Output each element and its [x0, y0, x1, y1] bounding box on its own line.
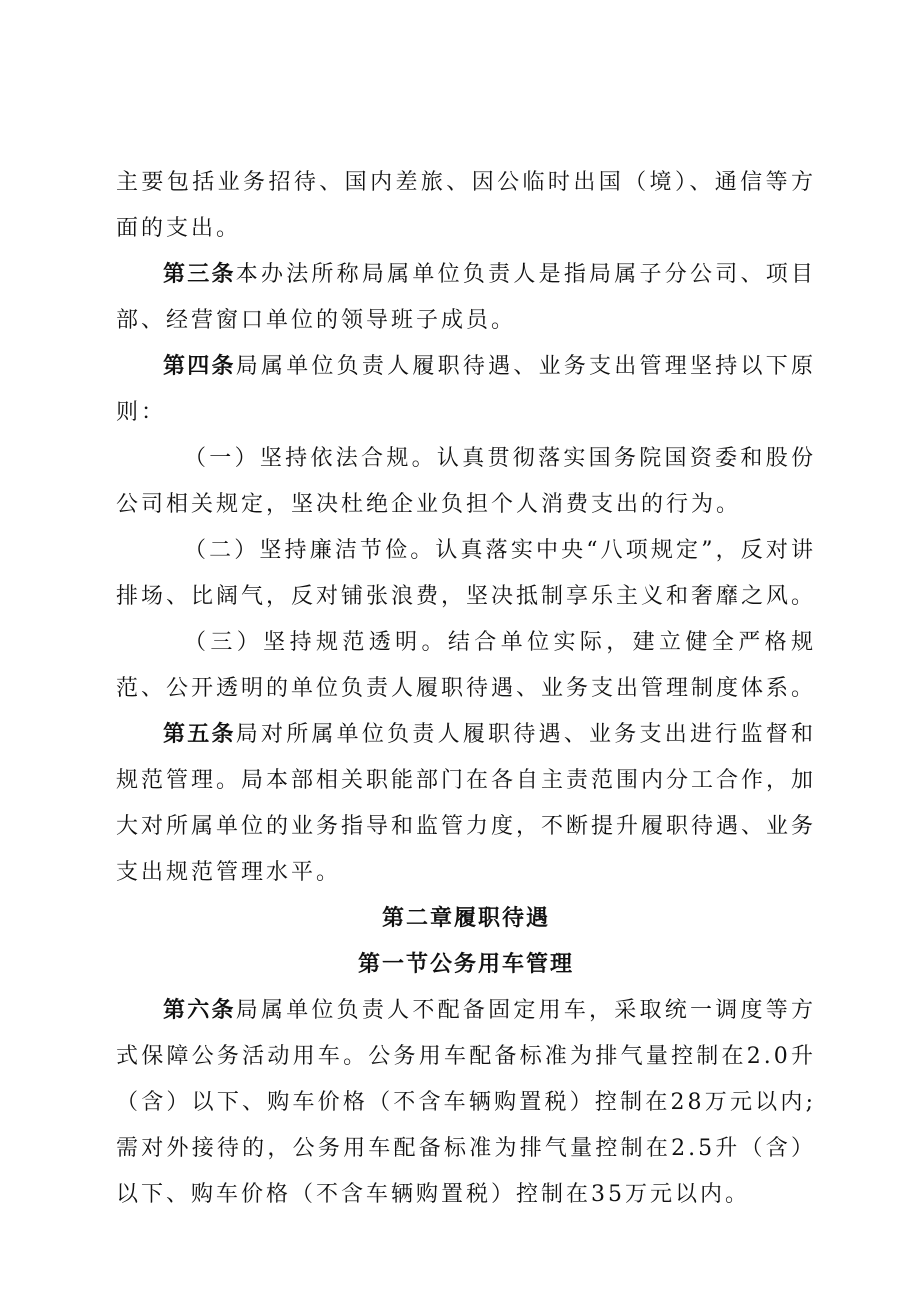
chapter-heading: 第二章履职待遇	[381, 906, 550, 931]
article-3-text: 本办法所称局属单位负责人是指局属子分公司、项目部、经营窗口单位的领导班子成员。	[116, 262, 816, 333]
principle-1: （一）坚持依法合规。认真贯彻落实国务院国资委和股份公司相关规定，坚决杜绝企业负担个人消费支出的行为。	[116, 446, 816, 517]
document-body	[116, 160, 816, 1218]
article-3	[116, 252, 816, 344]
article-3-label: 第三条	[163, 262, 236, 287]
principle-2: （二）坚持廉洁节俭。认真落实中央“八项规定”，反对讲排场、比阔气，反对铺张浪费，坚决抵制享乐主义和奢靡之风。	[116, 538, 817, 609]
principle-3: （三）坚持规范透明。结合单位实际，建立健全严格规范、公开透明的单位负责人履职待遇、业务支出管理制度体系。	[116, 630, 817, 701]
article-6-label: 第六条	[163, 998, 236, 1023]
paragraph-continuation: 主要包括业务招待、国内差旅、因公临时出国（境）、通信等方面的支出。	[116, 170, 816, 241]
article-6	[116, 988, 816, 1218]
article-6-text: 局属单位负责人不配备固定用车，采取统一调度等方式保障公务活动用车。公务用车配备标准为排气量控制在2.0升（含）以下、购车价格（不含车辆购置税）控制在28万元以内;需对外接待的，公务用车配备标准为排气量控制在2.5升（含）以下、购车价格（不含车辆购置税）控制在35万元以内。	[116, 998, 816, 1207]
article-4-label: 第四条	[163, 354, 236, 379]
article-5-text: 局对所属单位负责人履职待遇、业务支出进行监督和规范管理。局本部相关职能部门在各自主责范围内分工合作，加大对所属单位的业务指导和监管力度，不断提升履职待遇、业务支出规范管理水平。	[116, 722, 817, 885]
article-5-label: 第五条	[163, 722, 236, 747]
article-5	[116, 712, 816, 896]
article-4	[116, 344, 816, 436]
section-heading: 第一节公务用车管理	[357, 952, 574, 977]
article-4-text: 局属单位负责人履职待遇、业务支出管理坚持以下原则：	[116, 354, 816, 425]
